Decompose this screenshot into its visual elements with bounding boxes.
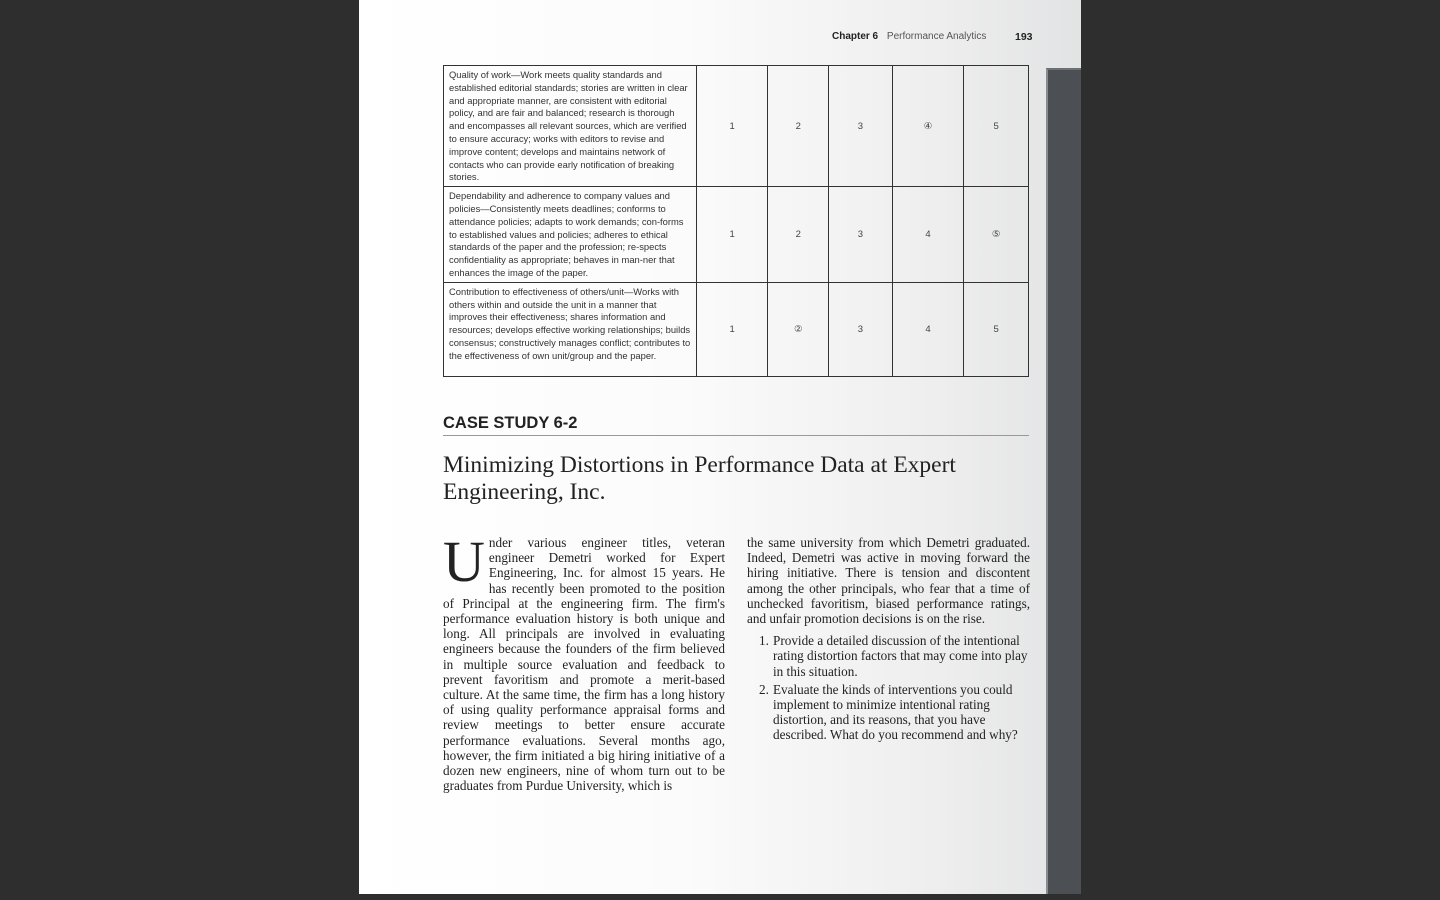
question-list [747,633,1030,742]
rating-cell-selected: ④ [892,66,964,187]
row-description: Dependability and adherence to company values and policies—Consistently meets deadlines; conforms to attendance policies; adapts to work demands; con-forms to established values and policies; adheres to ethical standards of the paper and the profession; re-spects confidentiality as appropriate; behaves in man-ner that enhances the image of the paper. [444,187,697,283]
page-edge-shadow [1046,68,1081,894]
rating-cell: 3 [829,282,893,376]
question-number: 1. [759,633,769,649]
body-column-left [443,529,725,794]
page-number: 193 [1015,31,1033,43]
question-number: 2. [759,681,769,697]
case-study-title: Minimizing Distortions in Performance Data at Expert Engineering, Inc. [443,452,956,505]
rating-cell: 5 [964,66,1029,187]
row-description: Quality of work—Work meets quality standards and established editorial standards; stories are written in clear and appropriate manner, are consistent with editorial policy, and are fair and balanced; research is thorough and encompasses all relevant sources, which are verified to ensure accuracy; works with editors to revise and improve content; develops and maintains network of contacts who can provide early notification of breaking stories. [444,66,697,187]
question-item [747,633,1030,679]
rating-cell: 5 [964,282,1029,376]
table-row [444,282,1029,376]
rating-cell: 3 [829,66,893,187]
rating-cell: 4 [892,187,964,283]
running-head [832,31,1037,42]
case-study-label: CASE STUDY 6-2 [443,414,1029,436]
rating-cell: 1 [696,66,768,187]
body-column-right [747,535,1030,746]
rating-cell: 1 [696,187,768,283]
document-page [359,0,1081,894]
rating-cell: 1 [696,282,768,376]
rating-table [443,65,1029,377]
rating-cell: 3 [829,187,893,283]
rating-cell: 2 [768,66,829,187]
chapter-label: Chapter 6 [832,31,879,42]
rating-cell: 4 [892,282,964,376]
table-row [444,66,1029,187]
row-description: Contribution to effectiveness of others/unit—Works with others within and outside the unit in a manner that improves their effectiveness; shares information and resources; develops effective working relationships; builds consensus; constructively manages conflict; contributes to the effectiveness of own unit/group and the paper. [444,282,697,376]
section-label: Performance Analytics [886,31,987,42]
rating-cell-selected: ② [768,282,829,376]
question-text: Evaluate the kinds of interventions you could implement to minimize intentional rating distortion, and its reasons, that you have described. What do you recommend and why? [773,681,1018,743]
table-row [444,187,1029,283]
question-item [747,682,1030,743]
question-text: Provide a detailed discussion of the intentional rating distortion factors that may come into play in this situation. [773,633,1028,679]
rating-cell-selected: ⑤ [964,187,1029,283]
body-text-right: the same university from which Demetri graduated. Indeed, Demetri was active in moving forward the hiring initiative. There is tension and discontent among the other principals, who fear that a time of unchecked favoritism, biased performance ratings, and unfair promotion decisions is on the rise. [747,535,1030,627]
body-text-left: nder various engineer titles, veteran engineer Demetri worked for Expert Engineering, Inc. for almost 15 years. He has recently been promoted to the position of Principal at the engineering firm. The firm's performance evaluation history is both unique and long. All principals are involved in evaluating engineers because the founders of the firm believed in multiple source evaluation and feedback to prevent favoritism and promote a merit-based culture. At the same time, the firm has a long history of using quality performance appraisal forms and review meetings to better ensure accurate performance evaluations. Several months ago, however, the firm initiated a big hiring initiative of a dozen new engineers, nine of whom turn out to be graduates from Purdue University, which is [443,535,725,794]
rating-cell: 2 [768,187,829,283]
drop-cap: U [443,529,485,594]
